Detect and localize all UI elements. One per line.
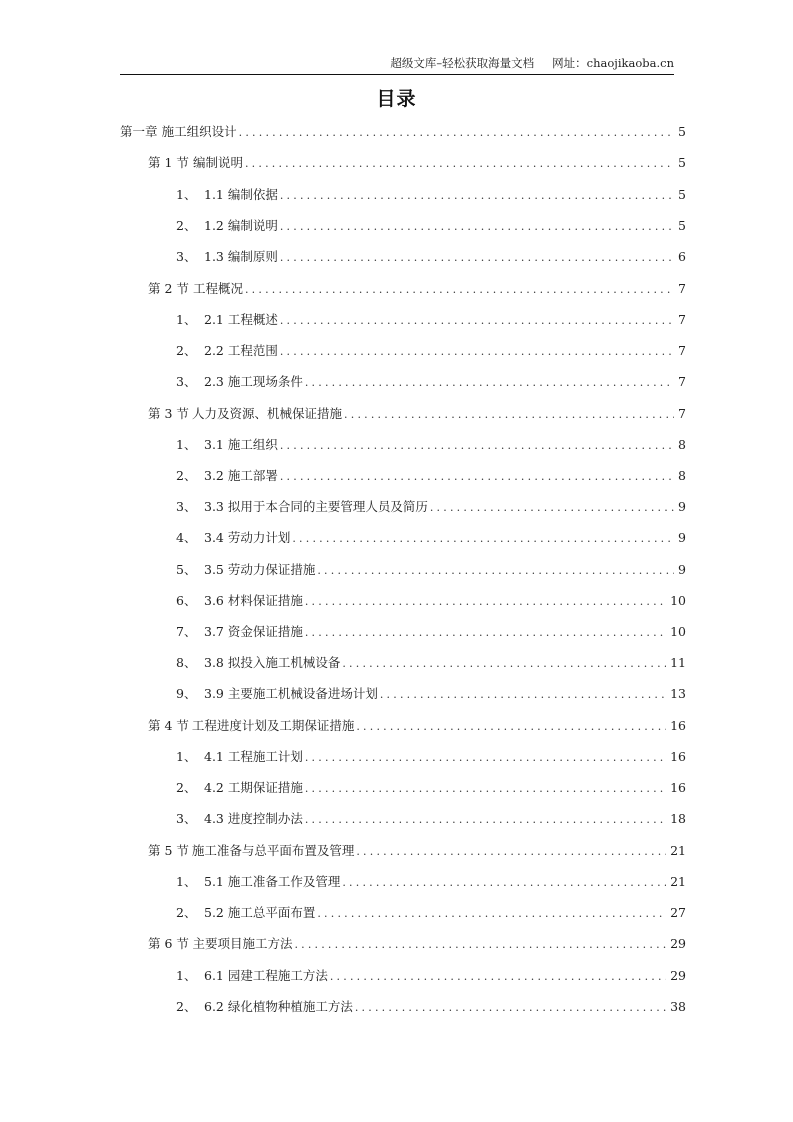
toc-subsection[interactable] [120, 747, 686, 767]
toc-subsection[interactable] [120, 966, 686, 986]
dot-leader [342, 654, 666, 674]
header-url: chaojikaoba.cn [586, 56, 674, 70]
toc-entry-number: 1、 [176, 874, 197, 889]
toc-subsection[interactable] [120, 778, 686, 798]
toc-entry-label: 3.7 资金保证措施 [204, 624, 303, 639]
dot-leader [294, 935, 666, 955]
toc-entry-number: 7、 [176, 624, 197, 639]
dot-leader [330, 967, 666, 987]
toc-entry-label: 2.1 工程概述 [204, 312, 278, 327]
toc-section[interactable] [120, 716, 686, 736]
toc-entry-number: 3、 [176, 374, 197, 389]
toc-entry-number: 2、 [176, 343, 197, 358]
dot-leader [280, 217, 674, 237]
toc-section[interactable] [120, 153, 686, 173]
dot-leader [356, 842, 666, 862]
toc-subsection[interactable] [120, 310, 686, 330]
toc-entry-label: 3.5 劳动力保证措施 [204, 562, 316, 577]
header-site-text: 超级文库–轻松获取海量文档 [390, 56, 535, 70]
toc-page-number: 7 [678, 374, 686, 389]
toc-entry-number: 2、 [176, 999, 197, 1014]
toc-entry-label: 工程概况 [192, 281, 243, 296]
toc-subsection[interactable] [120, 435, 686, 455]
toc-subsection[interactable] [120, 497, 686, 517]
toc-page-number: 29 [670, 936, 686, 951]
dot-leader [356, 717, 666, 737]
dot-leader [280, 311, 674, 331]
toc-subsection[interactable] [120, 466, 686, 486]
dot-leader [355, 998, 666, 1018]
dot-leader [280, 186, 674, 206]
toc-page-number: 5 [678, 218, 686, 233]
dot-leader [342, 873, 666, 893]
toc-entry-number: 1、 [176, 968, 197, 983]
toc-entry-number: 4、 [176, 530, 197, 545]
toc-page-number: 18 [670, 811, 686, 826]
toc-subsection[interactable] [120, 903, 686, 923]
toc-entry-label: 工程进度计划及工期保证措施 [191, 718, 355, 733]
toc-page-number: 5 [678, 187, 686, 202]
toc-section[interactable] [120, 404, 686, 424]
toc-page-number: 5 [678, 124, 686, 139]
toc-entry-label: 3.3 拟用于本合同的主要管理人员及简历 [204, 499, 428, 514]
toc-subsection[interactable] [120, 341, 686, 361]
toc-entry-number: 2、 [176, 468, 197, 483]
toc-subsection[interactable] [120, 216, 686, 236]
toc-entry-number: 5、 [176, 562, 197, 577]
toc-entry-label: 3.2 施工部署 [204, 468, 278, 483]
toc-page-number: 10 [670, 624, 686, 639]
toc-entry-label: 5.1 施工准备工作及管理 [204, 874, 341, 889]
toc-entry-number: 2、 [176, 218, 197, 233]
toc-entry-number: 3、 [176, 249, 197, 264]
toc-entry-number: 3、 [176, 811, 197, 826]
toc-entry-number: 第 3 节 [148, 406, 189, 421]
toc-page-number: 9 [678, 562, 686, 577]
toc-entry-number: 第 6 节 [148, 936, 189, 951]
toc-entry-number: 1、 [176, 749, 197, 764]
toc-page-number: 9 [678, 530, 686, 545]
toc-subsection[interactable] [120, 872, 686, 892]
toc-entry-label: 2.2 工程范围 [204, 343, 278, 358]
toc-entry-number: 1、 [176, 437, 197, 452]
toc-entry-number: 第 1 节 [148, 155, 189, 170]
toc-entry-label: 3.9 主要施工机械设备进场计划 [204, 686, 378, 701]
toc-entry-label: 4.2 工期保证措施 [204, 780, 303, 795]
dot-leader [305, 748, 666, 768]
toc-subsection[interactable] [120, 809, 686, 829]
dot-leader [239, 123, 674, 143]
toc-page-number: 16 [670, 780, 686, 795]
toc-page-number: 7 [678, 406, 686, 421]
toc-entry-number: 3、 [176, 499, 197, 514]
dot-leader [280, 436, 674, 456]
toc-subsection[interactable] [120, 185, 686, 205]
toc-page-number: 21 [670, 843, 686, 858]
toc-subsection[interactable] [120, 622, 686, 642]
toc-entry-number: 第 4 节 [148, 718, 189, 733]
dot-leader [317, 904, 666, 924]
toc-page-number: 38 [670, 999, 686, 1014]
toc-page-number: 5 [678, 155, 686, 170]
page-header [120, 54, 674, 75]
toc-page-number: 29 [670, 968, 686, 983]
toc-entry-label: 5.2 施工总平面布置 [204, 905, 316, 920]
toc-page-number: 10 [670, 593, 686, 608]
toc-entry-label: 1.2 编制说明 [204, 218, 278, 233]
dot-leader [280, 467, 674, 487]
toc-subsection[interactable] [120, 653, 686, 673]
toc-subsection[interactable] [120, 997, 686, 1017]
toc-page-number: 6 [678, 249, 686, 264]
toc-subsection[interactable] [120, 372, 686, 392]
toc-entry-label: 人力及资源、机械保证措施 [192, 406, 343, 421]
toc-page-number: 11 [670, 655, 686, 670]
dot-leader [292, 529, 674, 549]
toc-section[interactable] [120, 934, 686, 954]
toc-page-number: 7 [678, 343, 686, 358]
toc-entry-label: 1.1 编制依据 [204, 187, 278, 202]
toc-entry-number: 8、 [176, 655, 197, 670]
dot-leader [430, 498, 674, 518]
dot-leader [305, 810, 666, 830]
toc-page-number: 21 [670, 874, 686, 889]
dot-leader [305, 592, 666, 612]
toc-entry-number: 2、 [176, 780, 197, 795]
toc-entry-label: 4.1 工程施工计划 [204, 749, 303, 764]
toc-entry-number: 6、 [176, 593, 197, 608]
toc-subsection[interactable] [120, 247, 686, 267]
toc-page-number: 16 [670, 718, 686, 733]
dot-leader [305, 373, 674, 393]
toc-entry-number: 第 2 节 [148, 281, 189, 296]
dot-leader [380, 685, 666, 705]
page-title: 目录 [376, 88, 417, 110]
toc-entry-number: 第 5 节 [148, 843, 189, 858]
toc-section[interactable] [120, 841, 686, 861]
toc-entry-label: 3.4 劳动力计划 [204, 530, 291, 545]
dot-leader [280, 248, 674, 268]
toc-entry-number: 9、 [176, 686, 197, 701]
toc-page-number: 8 [678, 437, 686, 452]
dot-leader [245, 280, 674, 300]
dot-leader [305, 623, 666, 643]
toc-section[interactable] [120, 279, 686, 299]
toc-entry-number: 第一章 [120, 124, 158, 139]
toc-subsection[interactable] [120, 560, 686, 580]
toc-entry-label: 1.3 编制原则 [204, 249, 278, 264]
toc-page-number: 7 [678, 312, 686, 327]
toc-page-number: 16 [670, 749, 686, 764]
dot-leader [317, 561, 674, 581]
header-url-label: 网址： [552, 56, 587, 70]
toc-page-number: 27 [670, 905, 686, 920]
toc-entry-label: 施工组织设计 [161, 124, 237, 139]
toc-entry-label: 6.1 园建工程施工方法 [204, 968, 328, 983]
toc-entry-number: 1、 [176, 187, 197, 202]
toc-chapter[interactable] [120, 122, 686, 142]
toc-subsection[interactable] [120, 528, 686, 548]
dot-leader [280, 342, 674, 362]
toc-entry-number: 2、 [176, 905, 197, 920]
toc-page-number: 8 [678, 468, 686, 483]
toc-entry-label: 施工准备与总平面布置及管理 [191, 843, 355, 858]
toc-page-number: 13 [670, 686, 686, 701]
dot-leader [245, 154, 674, 174]
dot-leader [344, 405, 674, 425]
toc-entry-label: 主要项目施工方法 [192, 936, 293, 951]
toc-page-number: 9 [678, 499, 686, 514]
toc-entry-label: 2.3 施工现场条件 [204, 374, 303, 389]
toc-entry-number: 1、 [176, 312, 197, 327]
dot-leader [305, 779, 666, 799]
toc-entry-label: 3.6 材料保证措施 [204, 593, 303, 608]
toc-entry-label: 编制说明 [192, 155, 243, 170]
toc-subsection[interactable] [120, 591, 686, 611]
toc-entry-label: 3.8 拟投入施工机械设备 [204, 655, 341, 670]
toc-entry-label: 6.2 绿化植物种植施工方法 [204, 999, 353, 1014]
toc-page-number: 7 [678, 281, 686, 296]
toc-entry-label: 3.1 施工组织 [204, 437, 278, 452]
toc-entry-label: 4.3 进度控制办法 [204, 811, 303, 826]
toc-subsection[interactable] [120, 684, 686, 704]
